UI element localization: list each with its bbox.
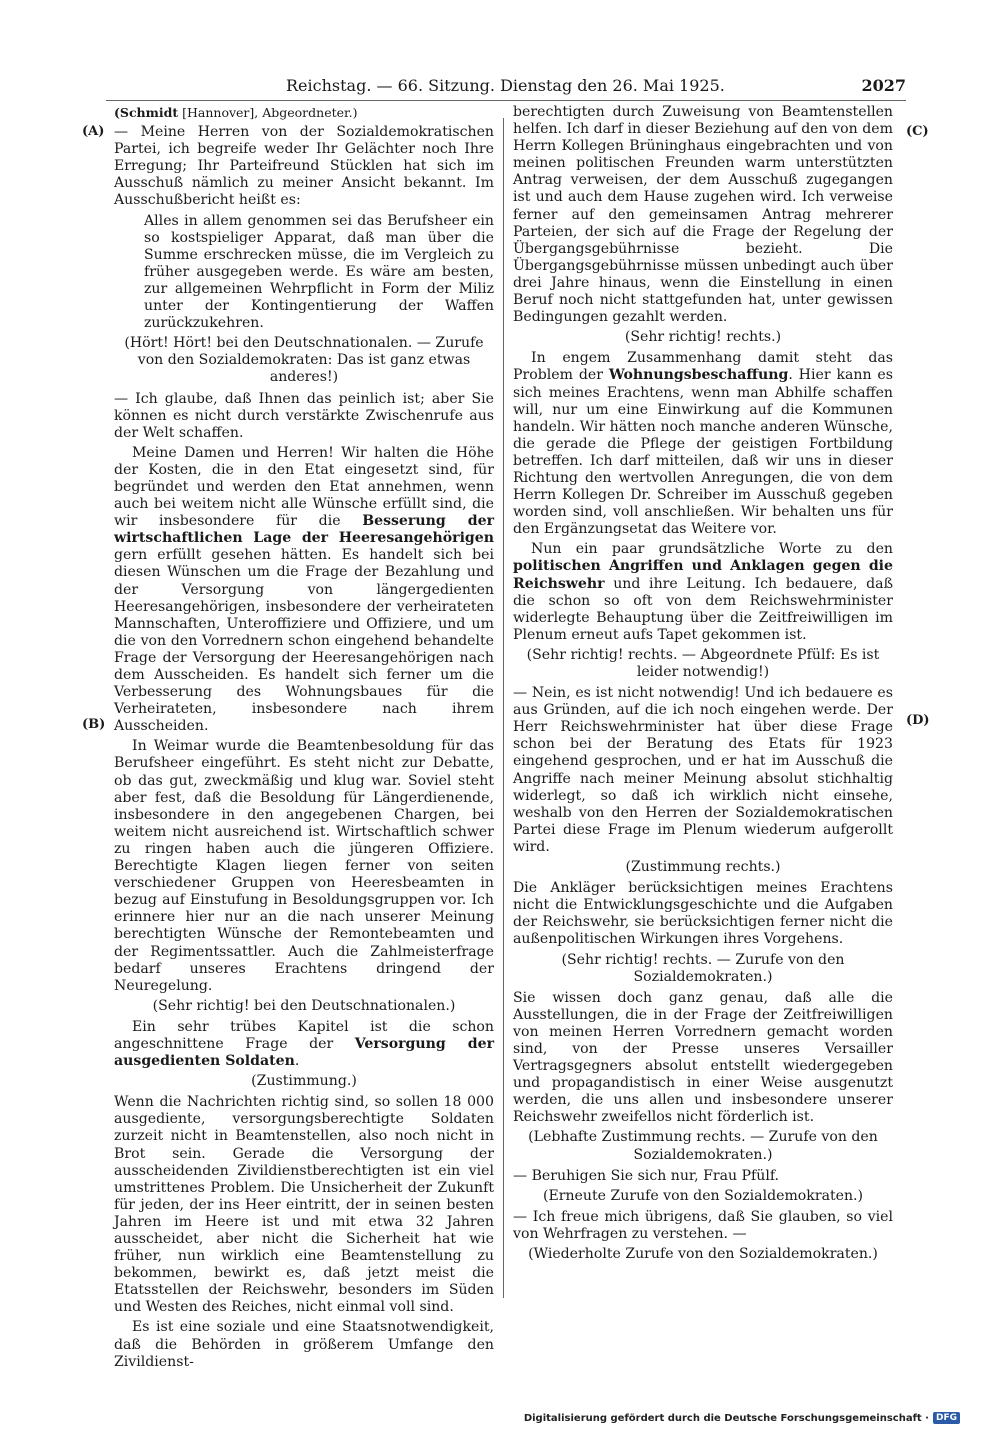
- text-run: Ein sehr trübes Kapitel ist die schon angeschnittene Frage der: [114, 1018, 494, 1052]
- interjection: (Sehr richtig! bei den Deutschnationalen.): [152, 997, 456, 1014]
- paragraph: Wenn die Nachrichten richtig sind, so sollen 18 000 ausgediente, versorgungsberechtigte Soldaten zurzeit nicht in Beamtenstellen, also noch nicht in Brot sein. Gerade die Versorgung der ausscheidenden Zivildienstberechtigten ist ein viel umstrittenes Problem. Die Unsicherheit der Zukunft für jeden, der ins Heer eintritt, der in seinen besten Jahren im Heere ist und mit etwa 32 Jahren ausscheidet, aber nicht die Sicherheit hat wie früher, nun wirklich eine Beamtenstellung zu bekommen, bewirkt es, daß jetzt meist die Etatsstellen der Reichswehr, besonders im Süden und Westen des Reiches, nicht einmal voll sind.: [114, 1094, 494, 1316]
- interjection: (Erneute Zurufe von den Sozialdemokraten.): [542, 1187, 864, 1204]
- paragraph: Die Ankläger berücksichtigen meines Erachtens nicht die Entwicklungsgeschichte und die Aufgaben der Reichswehr, sie berücksichtigen ferner nicht die außenpolitischen Wirkungen ihres Vorgehens.: [513, 880, 893, 948]
- column-rule: [503, 118, 504, 1298]
- speaker-name: (Schmidt: [114, 105, 179, 120]
- paragraph: In Weimar wurde die Beamtenbesoldung für das Berufsheer eingeführt. Es steht nicht zur Debatte, ob das gut, zweckmäßig und klug war. Soviel steht aber fest, daß die Besoldung für Längerdienende, insbesondere in den angegebenen Chargen, bei weitem nicht ausreichend ist. Wirtschaftlich schwer zu ringen haben auch die jüngeren Offiziere. Berechtigte Klagen liegen ferner von seiten verschiedener Gruppen von Heeresbeamten in bezug auf Einstufung in Besoldungsgruppen vor. Ich erinnere hier nur an die nach unserer Meinung berechtigten Wünsche der Remontebeamten und der Regimentssattler. Auch die Zahlmeisterfrage bedarf unseres Erachtens dringend der Neuregelung.: [114, 738, 494, 994]
- interjection: (Lebhafte Zustimmung rechts. — Zurufe von den Sozialdemokraten.): [528, 1129, 878, 1163]
- emphasis: Wohnungsbeschaffung: [608, 367, 789, 384]
- interjection: (Hört! Hört! bei den Deutschnationalen. — Zurufe von den Sozialdemokraten: Das ist ganz etwas anderes!): [124, 335, 484, 386]
- emphasis: Besserung der wirtschaftlichen Lage der Heeresangehörigen: [114, 513, 494, 547]
- footer-text: Digitalisierung gefördert durch die Deutsche Forschungsgemeinschaft ·: [523, 1412, 929, 1424]
- paragraph: — Nein, es ist nicht notwendig! Und ich bedauere es aus Gründen, auf die ich noch eingehen werde. Der Herr Reichswehrminister hat über diese Frage schon bei der Beratung des Etats für 1923 eingehend gesprochen, und er hat im Ausschuß die Angriffe nach meiner Meinung absolut stichhaltig widerlegt, so daß ich wirklich nicht einsehe, weshalb von den Herren der Sozialdemokratischen Partei diese Frage im Plenum wiederum aufgerollt wird.: [513, 685, 893, 855]
- paragraph: — Ich freue mich übrigens, daß Sie glauben, so viel von Wehrfragen zu verstehen. —: [513, 1208, 893, 1242]
- running-head: Reichstag. — 66. Sitzung. Dienstag den 26. Mai 1925.: [286, 76, 725, 95]
- paragraph: — Beruhigen Sie sich nur, Frau Pfülf.: [513, 1167, 780, 1184]
- speaker-line: [114, 104, 494, 121]
- dfg-logo: DFG: [933, 1412, 960, 1424]
- interjection: (Zustimmung rechts.): [625, 859, 781, 876]
- text-run: .: [294, 1053, 300, 1070]
- margin-mark-a: (A): [82, 124, 105, 139]
- interjection: (Sehr richtig! rechts.): [624, 329, 782, 346]
- interjection: (Sehr richtig! rechts. — Abgeordnete Pfülf: Es ist leider notwendig!): [526, 646, 880, 680]
- paragraph: Es ist eine soziale und eine Staatsnotwendigkeit, daß die Behörden in größerem Umfange den Zivildienst-: [114, 1319, 494, 1370]
- text-run: In engem Zusammenhang damit steht das Problem der: [513, 350, 893, 384]
- paragraph: [114, 1019, 494, 1070]
- paragraph: [513, 541, 893, 644]
- text-run: und ihre Leitung. Ich bedauere, daß die schon so oft von dem Reichswehrminister widerlegte Behauptung über die Zeitfreiwilligen im Plenum erneut aufs Tapet gekommen ist.: [513, 575, 893, 643]
- paragraph: berechtigten durch Zuweisung von Beamtenstellen helfen. Ich darf in dieser Beziehung auf den von dem Herrn Kollegen Brüninghaus eingebrachten und von meinen politischen Freunden warm unterstützten Antrag verweisen, der dem Ausschuß zugegangen ist und auch dem Hause zugehen wird. Ich verweise ferner auf den gemeinsamen Antrag mehrerer Parteien, der sich auf die Frage der Regelung der Übergangsgebührnisse bezieht. Die Übergangsgebührnisse müssen unbedingt auch über drei Jahre hinaus, wenn die Einstellung in einen Beruf noch nicht stattgefunden hat, unter gewissen Bedingungen gezahlt werden.: [513, 104, 893, 326]
- left-column: [114, 104, 494, 1374]
- text-run: gern erfüllt gesehen hätten. Es handelt sich bei diesen Wünschen um die Frage der Bezahlung und der Versorgung von längergedienten Heeresangehörigen, insbesondere der verheirateten Mannschaften, Unteroffiziere und Offiziere, und um die von den Vorrednern schon eingehend behandelte Frage der Versorgung der Heeresangehörigen nach dem Ausscheiden. Es handelt sich ferner um die Verbesserung des Wohnungsbaues für die Verheirateten, insbesondere nach ihrem Ausscheiden.: [114, 547, 494, 735]
- text-run: . Hier kann es sich meines Erachtens, wenn man Abhilfe schaffen will, nur um eine Einwirkung auf die Kommunen handeln. Wir hätten noch manche anderen Wünsche, die gerade die Pflege der geistigen Fortbildung betreffen. Ich darf mitteilen, daß wir uns in dieser Richtung den wertvollen Anregungen, die von dem Herrn Kollegen Dr. Schreiber im Ausschuß gegeben worden sind, voll anschließen. Wir behalten uns für den Ergänzungsetat das Weitere vor.: [513, 367, 893, 538]
- right-column: [513, 104, 893, 1267]
- block-quote: Alles in allem genommen sei das Berufsheer ein so kostspieliger Apparat, daß man über die Summe erschrecken müsse, die im Vergleich zu früher ausgegeben werde. Es wäre am besten, zur allgemeinen Wehrpflicht in Form der Miliz unter der Kontingentierung der Waffen zurückzukehren.: [144, 212, 494, 332]
- paragraph: — Ich glaube, daß Ihnen das peinlich ist; aber Sie können es nicht durch verstärkte Zwischenrufe aus der Welt schaffen.: [114, 390, 494, 441]
- emphasis: politischen Angriffen und Anklagen gegen die Reichswehr: [513, 558, 893, 592]
- paragraph: — Meine Herren von der Sozialdemokratischen Partei, ich begreife weder Ihr Gelächter noch Ihre Erregung; Ihr Parteifreund Stücklen hat sich im Ausschuß nämlich zu meiner Ansicht bekannt. Im Ausschußbericht heißt es:: [114, 124, 494, 209]
- emphasis: Versorgung der ausgedienten Soldaten: [114, 1035, 494, 1070]
- running-header: [106, 76, 906, 100]
- digitization-footer: [524, 1412, 960, 1424]
- paragraph: Sie wissen doch ganz genau, daß alle die Ausstellungen, die in der Frage der Zeitfreiwilligen von meinen Herren Vorrednern gemacht worden sind, von der Presse unseres Versailler Vertragsgegners absolut entstellt wiedergegeben und propagandistisch in einer Weise ausgenutzt werden, die uns allen und insbesondere unserer Reichswehr zweifellos nicht förderlich ist.: [513, 989, 893, 1126]
- text-run: Nun ein paar grundsätzliche Worte zu den: [531, 541, 893, 558]
- interjection: (Sehr richtig! rechts. — Zurufe von den Sozialdemokraten.): [561, 951, 845, 985]
- interjection: (Zustimmung.): [251, 1073, 357, 1090]
- margin-mark-b: (B): [82, 717, 106, 732]
- text-run: Meine Damen und Herren! Wir halten die Höhe der Kosten, die in den Etat eingesetzt sind, für begründet und werden den Etat annehmen, wenn auch bei weitem nicht alle Wünsche erfüllt sind, die wir insbesondere für die: [114, 444, 494, 530]
- page-number: 2027: [861, 76, 906, 95]
- header-rule: [106, 100, 906, 101]
- margin-mark-c: (C): [906, 124, 929, 139]
- margin-mark-d: (D): [906, 713, 930, 728]
- paragraph: [513, 350, 893, 538]
- speaker-role: [Hannover], Abgeordneter.): [178, 105, 358, 120]
- interjection: (Wiederholte Zurufe von den Sozialdemokraten.): [528, 1246, 878, 1262]
- paragraph: [114, 445, 494, 736]
